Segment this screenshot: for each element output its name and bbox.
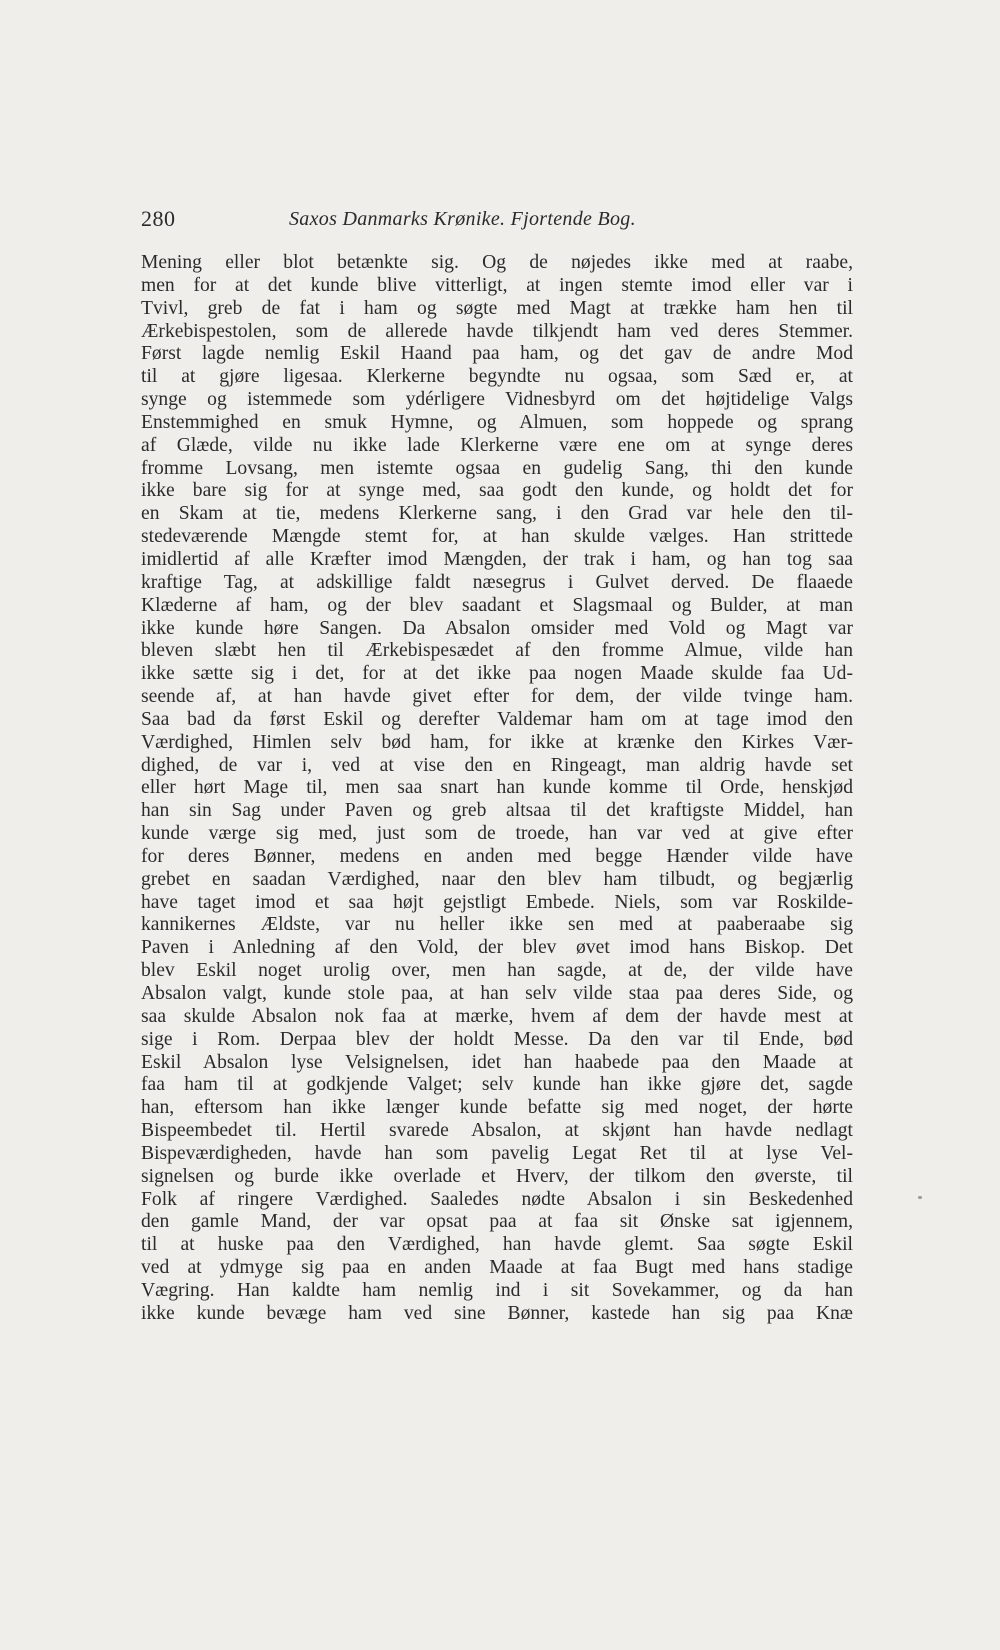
text-line: Saa bad da først Eskil og derefter Valdemar ham om at tage imod den: [141, 708, 853, 730]
text-line: faa ham til at godkjende Valget; selv kunde han ikke gjøre det, sagde: [141, 1074, 853, 1096]
running-head: [141, 206, 841, 236]
text-line: men for at det kunde blive vitterligt, at ingen stemte imod eller var i: [141, 274, 853, 296]
text-line: stedeværende Mængde stemt for, at han skulde vælges. Han strittede: [141, 526, 853, 548]
text-line: imidlertid af alle Kræfter imod Mængden, der trak i ham, og han tog saa: [141, 548, 853, 570]
text-line: Klæderne af ham, og der blev saadant et Slagsmaal og Bulder, at man: [141, 594, 853, 616]
text-line: til at gjøre ligesaa. Klerkerne begyndte nu ogsaa, som Sæd er, at: [141, 366, 853, 388]
text-line: en Skam at tie, medens Klerkerne sang, i den Grad var hele den til-: [141, 503, 853, 525]
text-line: Folk af ringere Værdighed. Saaledes nødte Absalon i sin Beskedenhed: [141, 1188, 853, 1210]
text-line: eller hørt Mage til, men saa snart han kunde komme til Orde, henskjød: [141, 777, 853, 799]
text-line: Paven i Anledning af den Vold, der blev øvet imod hans Biskop. Det: [141, 937, 853, 959]
text-line: Ærkebispestolen, som de allerede havde tilkjendt ham ved deres Stemmer.: [141, 320, 853, 342]
paper-speck: [918, 1196, 922, 1199]
text-line: ikke sætte sig i det, for at det ikke paa nogen Maade skulde faa Ud-: [141, 663, 853, 685]
text-line: Først lagde nemlig Eskil Haand paa ham, og det gav de andre Mod: [141, 343, 853, 365]
text-line: grebet en saadan Værdighed, naar den blev ham tilbudt, og begjærlig: [141, 868, 853, 890]
body-text: [141, 252, 853, 1326]
text-line: sige i Rom. Derpaa blev der holdt Messe. Da den var til Ende, bød: [141, 1028, 853, 1050]
text-line: Bispeembedet til. Hertil svarede Absalon, at skjønt han havde nedlagt: [141, 1120, 853, 1142]
text-line: blev Eskil noget urolig over, men han sagde, at de, der vilde have: [141, 960, 853, 982]
text-line: Eskil Absalon lyse Velsignelsen, idet han haabede paa den Maade at: [141, 1051, 853, 1073]
text-line: kunde værge sig med, just som de troede, han var ved at give efter: [141, 823, 853, 845]
text-line: Enstemmighed en smuk Hymne, og Almuen, som hoppede og sprang: [141, 411, 853, 433]
text-line: bleven slæbt hen til Ærkebispesædet af den fromme Almue, vilde han: [141, 640, 853, 662]
running-title: Saxos Danmarks Krønike. Fjortende Bog.: [289, 208, 636, 230]
text-line: saa skulde Absalon nok faa at mærke, hvem af dem der havde mest at: [141, 1005, 853, 1027]
text-line: have taget imod et saa højt gejstligt Embede. Niels, som var Roskilde-: [141, 891, 853, 913]
text-line: fromme Lovsang, men istemte ogsaa en gudelig Sang, thi den kunde: [141, 457, 853, 479]
text-line: ikke bare sig for at synge med, saa godt den kunde, og holdt det for: [141, 480, 853, 502]
text-line: Mening eller blot betænkte sig. Og de nøjedes ikke med at raabe,: [141, 252, 853, 273]
text-line: Absalon valgt, kunde stole paa, at han selv vilde staa paa deres Side, og: [141, 983, 853, 1004]
text-line: han sin Sag under Paven og greb altsaa til det kraftigste Middel, han: [141, 800, 853, 822]
page-number: 280: [141, 206, 176, 231]
text-line: Tvivl, greb de fat i ham og søgte med Magt at trække ham hen til: [141, 297, 853, 319]
text-line: synge og istemmede som ydérligere Vidnesbyrd om det højtidelige Valgs: [141, 389, 853, 411]
text-line: til at huske paa den Værdighed, han havde glemt. Saa søgte Eskil: [141, 1234, 853, 1256]
text-line: Værdighed, Himlen selv bød ham, for ikke at krænke den Kirkes Vær-: [141, 731, 853, 753]
text-line: Vægring. Han kaldte ham nemlig ind i sit Sovekammer, og da han: [141, 1279, 853, 1301]
text-line: ikke kunde høre Sangen. Da Absalon omsider med Vold og Magt var: [141, 617, 853, 639]
text-line: han, eftersom han ikke længer kunde befatte sig med noget, der hørte: [141, 1097, 853, 1119]
text-line: seende af, at han havde givet efter for dem, der vilde tvinge ham.: [141, 686, 853, 708]
text-line: dighed, de var i, ved at vise den en Ringeagt, man aldrig havde set: [141, 754, 853, 776]
text-line: ikke kunde bevæge ham ved sine Bønner, kastede han sig paa Knæ: [141, 1302, 853, 1324]
text-line: ved at ydmyge sig paa en anden Maade at faa Bugt med hans stadige: [141, 1257, 853, 1279]
text-line: for deres Bønner, medens en anden med begge Hænder vilde have: [141, 845, 853, 867]
text-line: kraftige Tag, at adskillige faldt næsegrus i Gulvet derved. De flaaede: [141, 571, 853, 593]
text-line: den gamle Mand, der var opsat paa at faa sit Ønske sat igjennem,: [141, 1211, 853, 1233]
text-line: signelsen og burde ikke overlade et Hverv, der tilkom den øverste, til: [141, 1165, 853, 1187]
text-line: af Glæde, vilde nu ikke lade Klerkerne være ene om at synge deres: [141, 434, 853, 456]
text-line: kannikernes Ældste, var nu heller ikke sen med at paaberaabe sig: [141, 914, 853, 936]
text-line: Bispeværdigheden, havde han som pavelig Legat Ret til at lyse Vel-: [141, 1142, 853, 1164]
